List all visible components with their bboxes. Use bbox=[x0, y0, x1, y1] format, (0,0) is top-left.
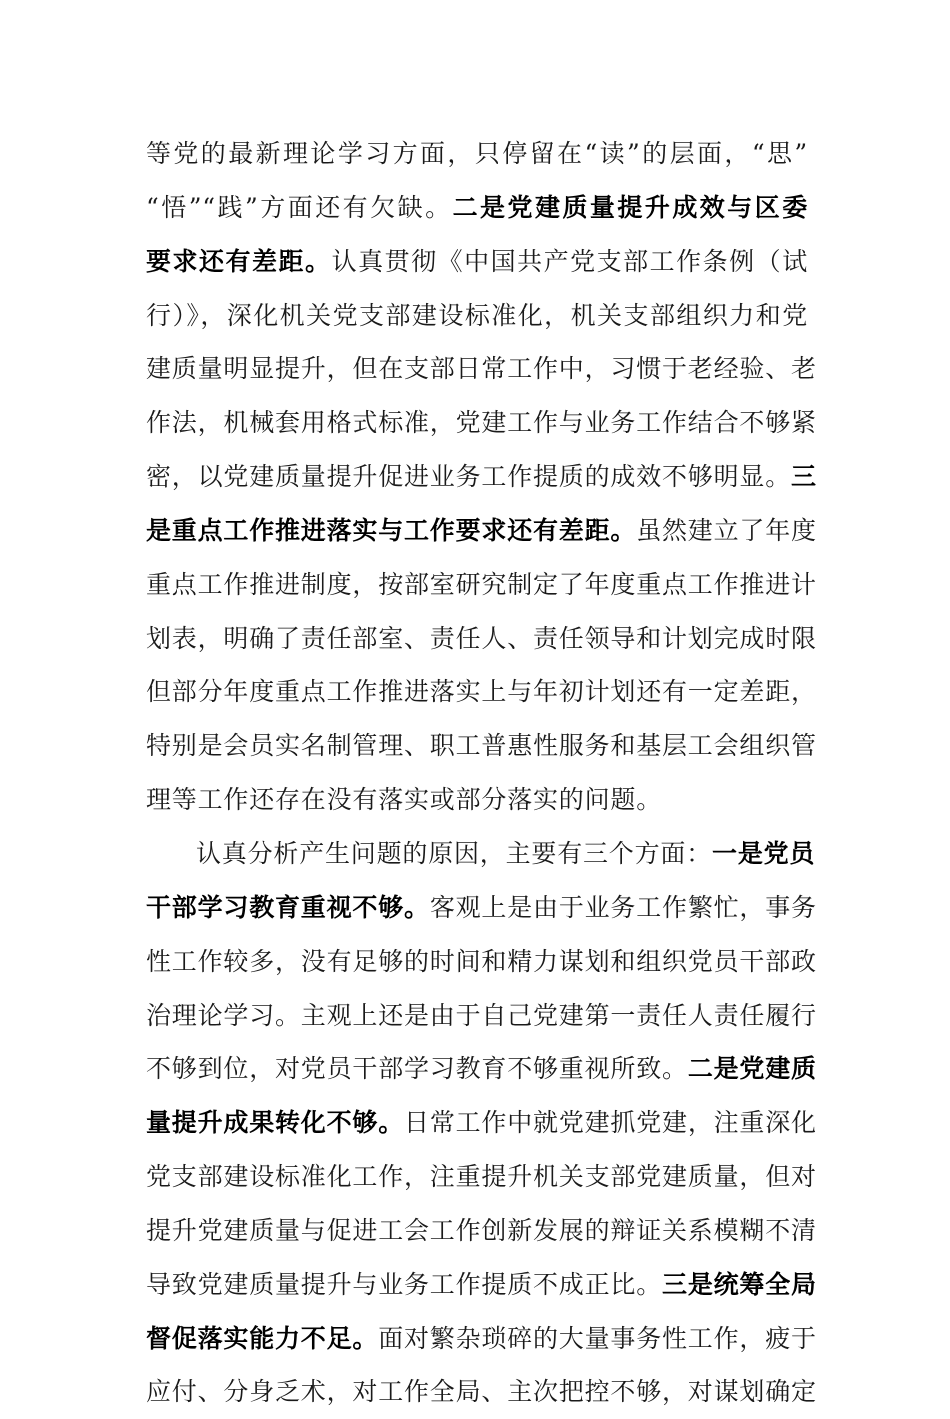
text-line bbox=[146, 504, 817, 558]
text-line bbox=[146, 181, 808, 235]
text-segment: 不够到位，对党员干部学习教育不够重视所致。 bbox=[146, 1054, 688, 1084]
text-segment: 建质量明显提升，但在支部日常工作中，习惯于老经验、老 bbox=[146, 354, 817, 384]
text-segment: 提升党建质量与促进工会工作创新发展的辩证关系模糊不清 bbox=[146, 1215, 817, 1245]
text-segment: 行）》，深化机关党支部建设标准化，机关支部组织力和党 bbox=[146, 300, 808, 330]
text-line bbox=[146, 827, 816, 881]
text-line bbox=[146, 396, 817, 450]
bold-text-segment: 三 bbox=[791, 462, 817, 492]
text-line bbox=[146, 289, 808, 343]
text-segment: 治理论学习。主观上还是由于自己党建第一责任人责任履行 bbox=[146, 1000, 817, 1030]
text-segment: 应付、分身乏术，对工作全局、主次把控不够，对谋划确定 bbox=[146, 1377, 817, 1407]
bold-text-segment: 督促落实能力不足。 bbox=[146, 1323, 379, 1353]
text-segment: 认真贯彻《中国共产党支部工作条例（试 bbox=[331, 246, 808, 276]
text-line bbox=[146, 773, 808, 827]
text-segment: 理等工作还存在没有落实或部分落实的问题。 bbox=[146, 785, 663, 815]
text-segment: 日常工作中就党建抓党建，注重深化 bbox=[404, 1108, 817, 1138]
text-line bbox=[146, 612, 817, 666]
bold-text-segment: 三是统筹全局 bbox=[662, 1269, 817, 1299]
bold-text-segment: 一是党员 bbox=[712, 838, 816, 868]
text-segment: 等党的最新理论学习方面，只停留在“读”的层面，“思” bbox=[146, 139, 808, 168]
text-segment: 客观上是由于业务工作繁忙，事务 bbox=[429, 892, 817, 922]
text-line bbox=[146, 665, 817, 719]
bold-text-segment: 要求还有差距。 bbox=[146, 246, 332, 276]
document-body bbox=[146, 127, 817, 1419]
text-line bbox=[146, 1204, 817, 1258]
text-segment: 党支部建设标准化工作，注重提升机关支部党建质量，但对 bbox=[146, 1162, 817, 1192]
text-line bbox=[146, 235, 808, 289]
text-line bbox=[146, 881, 817, 935]
text-segment: 性工作较多，没有足够的时间和精力谋划和组织党员干部政 bbox=[146, 946, 817, 976]
text-segment: 面对繁杂琐碎的大量事务性工作，疲于 bbox=[378, 1323, 817, 1353]
text-line bbox=[146, 127, 808, 181]
text-segment: 作法，机械套用格式标准，党建工作与业务工作结合不够紧 bbox=[146, 408, 817, 438]
text-segment: 特别是会员实名制管理、职工普惠性服务和基层工会组织管 bbox=[146, 731, 817, 761]
text-line bbox=[146, 719, 817, 773]
text-segment: 但部分年度重点工作推进落实上与年初计划还有一定差距， bbox=[146, 677, 817, 707]
text-line bbox=[146, 935, 817, 989]
text-line bbox=[146, 1312, 817, 1366]
bold-text-segment: 二是党建质量提升成效与区委 bbox=[452, 192, 808, 222]
text-line bbox=[146, 1096, 817, 1150]
text-line bbox=[146, 1258, 817, 1312]
text-line bbox=[146, 1365, 817, 1419]
text-segment: 密，以党建质量提升促进业务工作提质的成效不够明显。 bbox=[146, 462, 792, 492]
bold-text-segment: 干部学习教育重视不够。 bbox=[146, 892, 430, 922]
text-line bbox=[146, 1042, 817, 1096]
text-segment: 划表，明确了责任部室、责任人、责任领导和计划完成时限 bbox=[146, 623, 817, 653]
text-line bbox=[146, 450, 817, 504]
text-line bbox=[146, 342, 817, 396]
bold-text-segment: 是重点工作推进落实与工作要求还有差距。 bbox=[146, 515, 637, 545]
text-segment: 重点工作推进制度，按部室研究制定了年度重点工作推进计 bbox=[146, 569, 817, 599]
text-line bbox=[146, 1150, 817, 1204]
text-segment: 虽然建立了年度 bbox=[636, 515, 817, 545]
text-line bbox=[146, 558, 817, 612]
text-line bbox=[146, 989, 817, 1043]
bold-text-segment: 二是党建质 bbox=[687, 1054, 817, 1084]
text-segment: 认真分析产生问题的原因，主要有三个方面： bbox=[196, 838, 713, 868]
text-segment: “悟”“践”方面还有欠缺。 bbox=[146, 192, 453, 222]
text-segment: 导致党建质量提升与业务工作提质不成正比。 bbox=[146, 1269, 663, 1299]
bold-text-segment: 量提升成果转化不够。 bbox=[146, 1108, 405, 1138]
